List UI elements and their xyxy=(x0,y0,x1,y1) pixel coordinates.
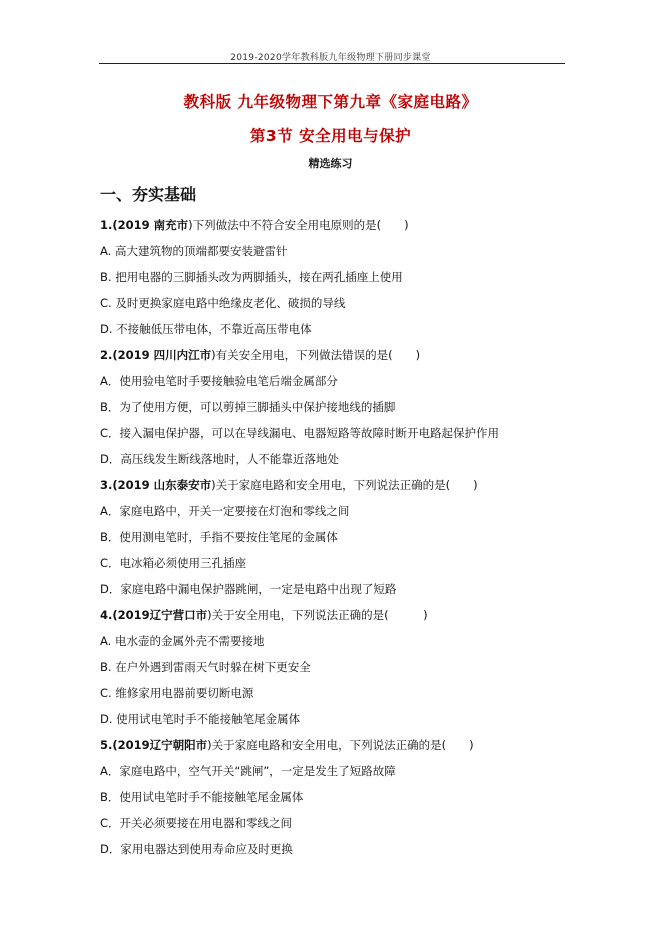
question-source: (2019辽宁朝阳市 xyxy=(112,738,208,752)
question-text: )关于家庭电路和安全用电，下列说法正确的是( ) xyxy=(211,478,478,492)
option-d: D．家庭电路中漏电保护器跳闸，一定是电路中出现了短路 xyxy=(100,582,397,596)
question-stem xyxy=(100,606,570,632)
document-title: 教科版 九年级物理下第九章《家庭电路》 xyxy=(183,93,478,111)
option-c: C. 维修家用电器前要切断电源 xyxy=(100,686,254,700)
question-4 xyxy=(100,606,570,736)
part-heading: 一、夯实基础 xyxy=(100,185,197,204)
option-b: B. 把用电器的三脚插头改为两脚插头，接在两孔插座上使用 xyxy=(100,270,403,284)
question-number: 1. xyxy=(100,218,113,232)
question-number: 3. xyxy=(100,478,113,492)
question-stem xyxy=(100,216,570,242)
option-b: B．为了使用方便，可以剪掉三脚插头中保护接地线的插脚 xyxy=(100,400,396,414)
question-list xyxy=(100,216,570,866)
section-title: 第3节 安全用电与保护 xyxy=(249,127,412,145)
option-d: D. 不接触低压带电体，不靠近高压带电体 xyxy=(100,322,312,336)
option-a: A．家庭电路中，空气开关“跳闸”，一定是发生了短路故障 xyxy=(100,764,396,778)
option-b: B．使用测电笔时，手指不要按住笔尾的金属体 xyxy=(100,530,338,544)
option-d: D. 使用试电笔时手不能接触笔尾金属体 xyxy=(100,712,301,726)
question-source: (2019 南充市 xyxy=(112,218,189,232)
option-c: C．开关必须要接在用电器和零线之间 xyxy=(100,816,293,830)
question-text: )关于安全用电，下列说法正确的是( ) xyxy=(207,608,428,622)
question-stem xyxy=(100,476,570,502)
running-header: 2019-2020学年教科版九年级物理下册同步课堂 xyxy=(230,53,431,63)
question-number: 5. xyxy=(100,738,113,752)
question-stem xyxy=(100,346,570,372)
question-text: )关于家庭电路和安全用电，下列说法正确的是( ) xyxy=(207,738,474,752)
question-2 xyxy=(100,346,570,476)
option-c: C．电冰箱必须使用三孔插座 xyxy=(100,556,247,570)
option-b: B．使用试电笔时手不能接触笔尾金属体 xyxy=(100,790,304,804)
question-source: (2019辽宁营口市 xyxy=(112,608,208,622)
option-a: A. 高大建筑物的顶端都要安装避雷针 xyxy=(100,244,288,258)
question-text: )下列做法中不符合安全用电原则的是( ) xyxy=(188,218,409,232)
option-a: A．家庭电路中，开关一定要接在灯泡和零线之间 xyxy=(100,504,350,518)
option-c: C．接入漏电保护器，可以在导线漏电、电器短路等故障时断开电路起保护作用 xyxy=(100,426,500,440)
question-number: 2. xyxy=(100,348,113,362)
option-d: D．高压线发生断线落地时，人不能靠近落地处 xyxy=(100,452,339,466)
option-b: B. 在户外遇到雷雨天气时躲在树下更安全 xyxy=(100,660,311,674)
question-3 xyxy=(100,476,570,606)
question-source: (2019 山东泰安市 xyxy=(112,478,212,492)
question-text: )有关安全用电，下列做法错误的是( ) xyxy=(211,348,421,362)
question-1 xyxy=(100,216,570,346)
header-rule xyxy=(99,63,565,64)
option-d: D．家用电器达到使用寿命应及时更换 xyxy=(100,842,293,856)
option-a: A．使用验电笔时手要接触验电笔后端金属部分 xyxy=(100,374,338,388)
question-5 xyxy=(100,736,570,866)
question-stem xyxy=(100,736,570,762)
question-source: (2019 四川内江市 xyxy=(112,348,212,362)
option-a: A. 电水壶的金属外壳不需要接地 xyxy=(100,634,265,648)
exercise-subtitle: 精选练习 xyxy=(308,157,353,170)
question-number: 4. xyxy=(100,608,113,622)
option-c: C. 及时更换家庭电路中绝缘皮老化、破损的导线 xyxy=(100,296,346,310)
